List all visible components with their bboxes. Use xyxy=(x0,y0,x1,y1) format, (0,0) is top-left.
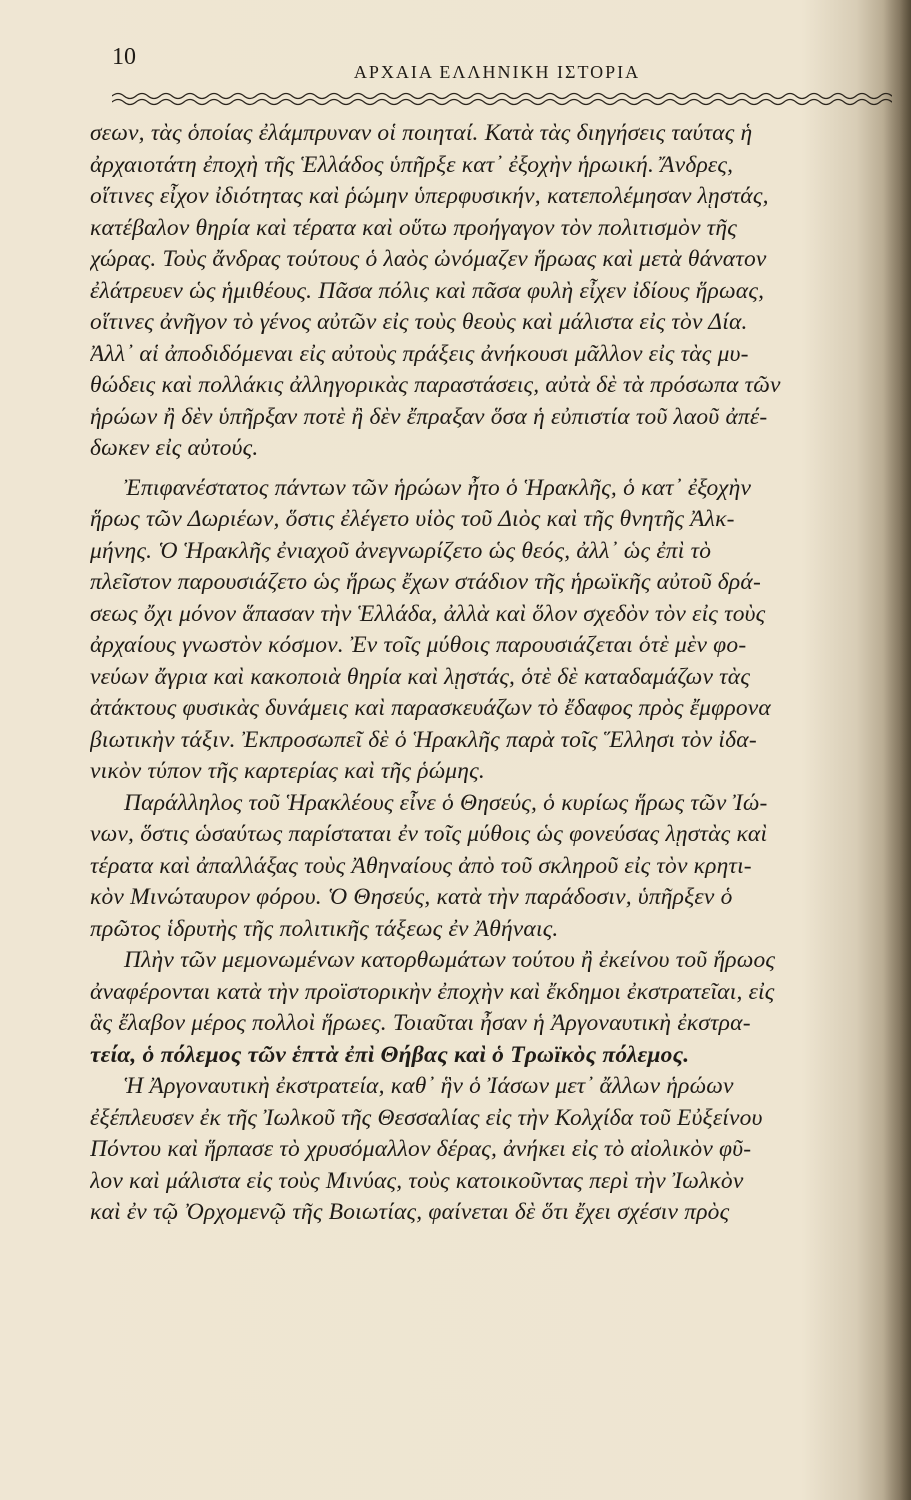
text-line: κὸν Μινώταυρον φόρου. Ὁ Θησεύς, κατὰ τὴν παράδοσιν, ὑπῆρξεν ὁ xyxy=(90,884,733,910)
text-line: οἵτινες ἀνῆγον τὸ γένος αὐτῶν εἰς τοὺς θεοὺς καὶ μάλιστα εἰς τὸν Δία. xyxy=(90,309,748,335)
text-line-emphasis: τεία, ὁ πόλεμος τῶν ἑπτὰ ἐπὶ Θήβας καὶ ὁ Τρωϊκὸς πόλεμος. xyxy=(90,1041,690,1068)
text-line: μήνης. Ὁ Ἡρακλῆς ἐνιαχοῦ ἀνεγνωρίζετο ὡς θεός, ἀλλ᾽ ὡς ἐπὶ τὸ xyxy=(90,537,712,564)
text-line: ἡρώων ἢ δὲν ὑπῆρξαν ποτὲ ἢ δὲν ἔπραξαν ὅσα ἡ εὐπιστία τοῦ λαοῦ ἀπέ- xyxy=(90,403,768,430)
text-line: Πόντου καὶ ἥρπασε τὸ χρυσόμαλλον δέρας, ἀνήκει εἰς τὸ αἰολικὸν φῦ- xyxy=(90,1136,752,1162)
text-line: πρῶτος ἱδρυτὴς τῆς πολιτικῆς τάξεως ἐν Ἀθήναις. xyxy=(90,915,559,942)
text-line: ἐξέπλευσεν ἐκ τῆς Ἰωλκοῦ τῆς Θεσσαλίας εἰς τὴν Κολχίδα τοῦ Εὐξείνου xyxy=(90,1104,763,1131)
text-line: ἀτάκτους φυσικὰς δυνάμεις καὶ παρασκευάζων τὸ ἔδαφος πρὸς ἔμφρονα xyxy=(90,695,771,721)
body-text xyxy=(90,118,890,1229)
text-line: πλεῖστον παρουσιάζετο ὡς ἥρως ἔχων στάδιον τῆς ἡρωϊκῆς αὐτοῦ δρά- xyxy=(90,569,761,595)
text-line: χώρας. Τοὺς ἄνδρας τούτους ὁ λαὸς ὠνόμαζεν ἥρωας καὶ μετὰ θάνατον xyxy=(90,246,767,272)
text-line: ἐλάτρευεν ὡς ἡμιθέους. Πᾶσα πόλις καὶ πᾶσα φυλὴ εἶχεν ἰδίους ἥρωας, xyxy=(90,277,765,304)
paragraph-start-line: Πλὴν τῶν μεμονωμένων κατορθωμάτων τούτου ἢ ἐκείνου τοῦ ἥρωος xyxy=(124,947,776,973)
text-line: οἵτινες εἶχον ἰδιότητας καὶ ῥώμην ὑπερφυσικήν, κατεπολέμησαν λῃστάς, xyxy=(90,183,769,209)
running-title: ΑΡΧΑΙΑ ΕΛΛΗΝΙΚΗ ΙΣΤΟΡΙΑ xyxy=(353,62,641,82)
paragraph-start-line: Παράλληλος τοῦ Ἡρακλέους εἶνε ὁ Θησεύς, ὁ κυρίως ἥρως τῶν Ἰώ- xyxy=(124,789,768,816)
text-line: τέρατα καὶ ἀπαλλάξας τοὺς Ἀθηναίους ἀπὸ τοῦ σκληροῦ εἰς τὸν κρητι- xyxy=(90,852,752,879)
text-line: δωκεν εἰς αὐτούς. xyxy=(90,435,259,461)
text-line: νεύων ἄγρια καὶ κακοποιὰ θηρία καὶ λῃστάς, ὁτὲ δὲ καταδαμάζων τὰς xyxy=(90,663,751,690)
page-number: 10 xyxy=(112,44,136,70)
text-line: σεως ὄχι μόνον ἅπασαν τὴν Ἑλλάδα, ἀλλὰ καὶ ὅλον σχεδὸν τὸν εἰς τοὺς xyxy=(90,600,766,627)
text-line: ἀρχαιοτάτη ἐποχὴ τῆς Ἑλλάδος ὑπῆρξε κατ᾽ ἐξοχὴν ἡρωική. Ἄνδρες, xyxy=(90,151,734,178)
text-line: λον καὶ μάλιστα εἰς τοὺς Μινύας, τοὺς κατοικοῦντας περὶ τὴν Ἰωλκὸν xyxy=(90,1167,744,1194)
text-line: νικὸν τύπον τῆς καρτερίας καὶ τῆς ῥώμης. xyxy=(90,758,485,784)
text-line: ἥρως τῶν Δωριέων, ὅστις ἐλέγετο υἱὸς τοῦ Διὸς καὶ τῆς θνητῆς Ἀλκ- xyxy=(90,506,735,532)
text-line: κατέβαλον θηρία καὶ τέρατα καὶ οὕτω προήγαγον τὸν πολιτισμὸν τῆς xyxy=(90,214,737,241)
text-line: βιωτικὴν τάξιν. Ἐκπροσωπεῖ δὲ ὁ Ἡρακλῆς παρὰ τοῖς Ἕλλησι τὸν ἰδα- xyxy=(90,726,757,753)
text-line: ἀναφέρονται κατὰ τὴν προϊστορικὴν ἐποχὴν καὶ ἔκδημοι ἐκστρατεῖαι, εἰς xyxy=(90,978,775,1005)
paragraph-start-line: Ἐπιφανέστατος πάντων τῶν ἡρώων ἦτο ὁ Ἡρακλῆς, ὁ κατ᾽ ἐξοχὴν xyxy=(124,474,752,501)
page-header xyxy=(112,44,882,94)
text-line: ἀρχαίους γνωστὸν κόσμον. Ἐν τοῖς μύθοις παρουσιάζεται ὁτὲ μὲν φο- xyxy=(90,632,747,658)
text-line: θώδεις καὶ πολλάκις ἀλληγορικὰς παραστάσεις, αὐτὰ δὲ τὰ πρόσωπα τῶν xyxy=(90,372,781,398)
paragraph-start-line: Ἡ Ἀργοναυτικὴ ἐκστρατεία, καθ᾽ ἣν ὁ Ἰάσων μετ᾽ ἄλλων ἡρώων xyxy=(124,1073,734,1099)
text-line: Ἀλλ᾽ αἱ ἀποδιδόμεναι εἰς αὐτοὺς πράξεις ἀνήκουσι μᾶλλον εἰς τὰς μυ- xyxy=(90,340,749,367)
text-line: καὶ ἐν τῷ Ὀρχομενῷ τῆς Βοιωτίας, φαίνεται δὲ ὅτι ἔχει σχέσιν πρὸς xyxy=(90,1199,730,1225)
text-line: σεων, τὰς ὁποίας ἐλάμπρυναν οἱ ποιηταί. Κατὰ τὰς διηγήσεις ταύτας ἡ xyxy=(90,120,753,146)
text-line: ἃς ἔλαβον μέρος πολλοὶ ἥρωες. Τοιαῦται ἦσαν ἡ Ἀργοναυτικὴ ἐκστρα- xyxy=(90,1010,751,1036)
text-line: νων, ὅστις ὡσαύτως παρίσταται ἐν τοῖς μύθοις ὡς φονεύσας λῃστὰς καὶ xyxy=(90,821,768,847)
ornamental-wavy-rule xyxy=(112,88,892,112)
